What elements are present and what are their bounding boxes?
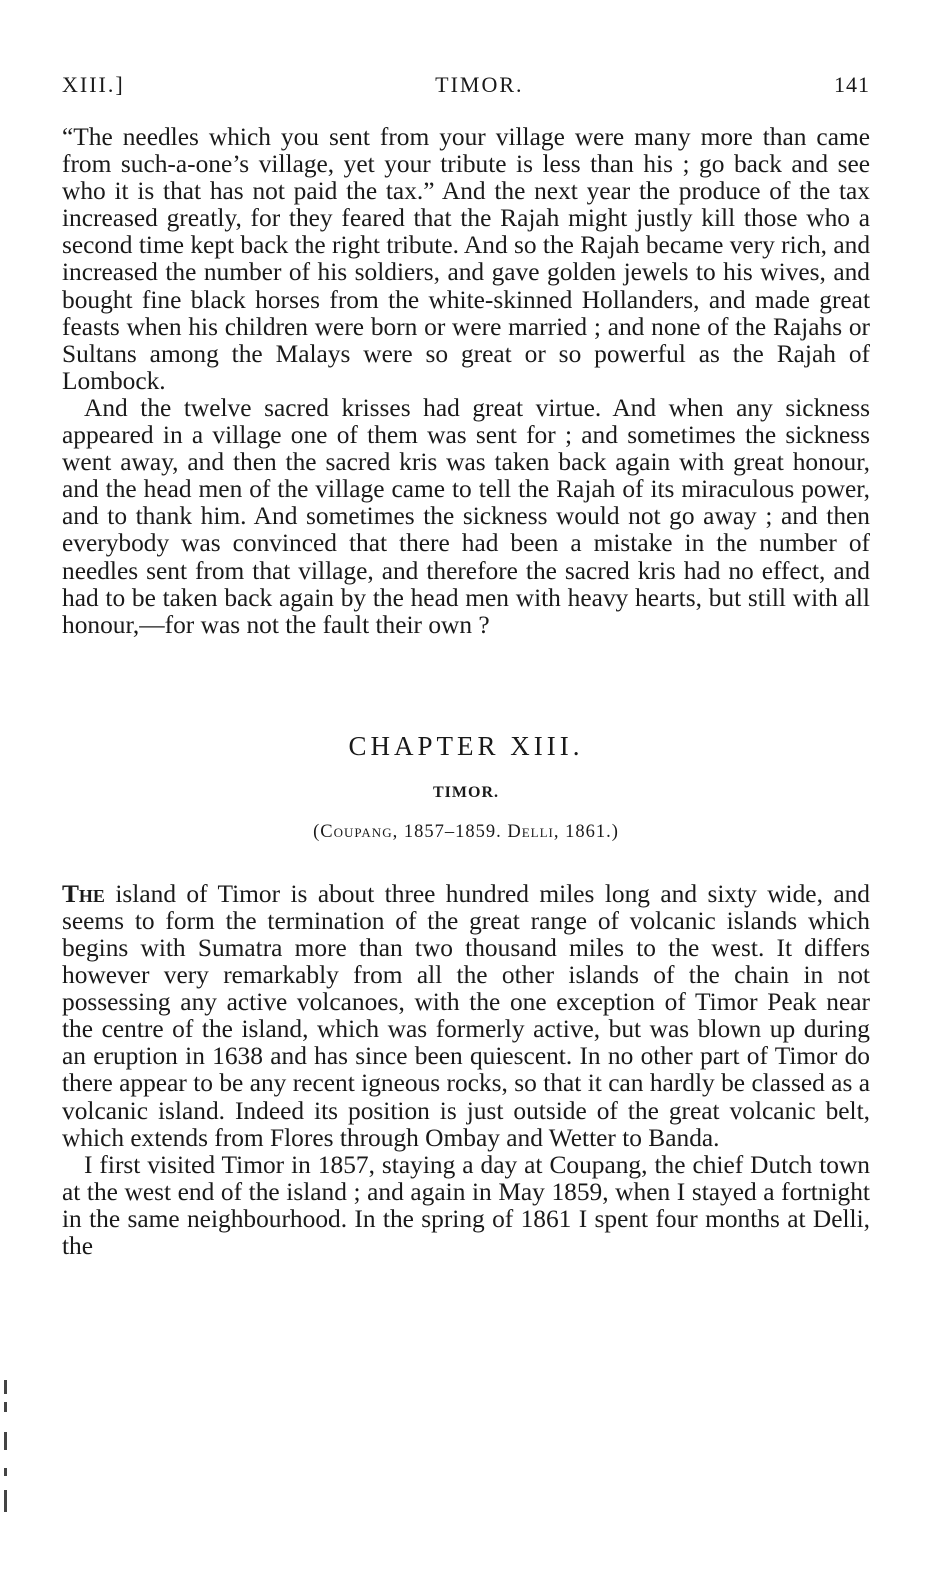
running-header <box>62 72 870 98</box>
continuation-paragraph-1: “The needles which you sent from your village were many more than came from such-a-one’s village, yet your tribute is less than his ; go back and see who it is that has not paid the tax.” And the next year the produce of the tax increased greatly, for they feared that the Rajah might justly kill those who a second time kept back the right tribute. And so the Rajah became very rich, and increased the number of his soldiers, and gave golden jewels to his wives, and bought fine black horses from the white-skinned Hollanders, and made great feasts when his children were born or were married ; and none of the Rajahs or Sultans among the Malays were so great or so powerful as the Rajah of Lombock. <box>62 123 871 395</box>
lead-word: The <box>62 879 105 908</box>
chapter-paragraph-1 <box>62 881 870 1152</box>
book-page <box>62 72 870 1260</box>
chapter-reference: XIII.] <box>62 72 125 97</box>
chapter-dates: (Coupang, 1857–1859. Delli, 1861.) <box>313 821 619 842</box>
chapter-paragraph-1-text: island of Timor is about three hundred miles long and sixty wide, and seems to form the termination of the great range of volcanic islands which begins with Sumatra more than two thousand miles to the west. It differs however very remarkably from all the other islands of the chain in not possessing any active volcanoes, with the one exception of Timor Peak near the centre of the island, which was formerly active, but was blown up during an eruption in 1638 and has since been quiescent. In no other part of Timor do there appear to be any recent igneous rocks, so that it can hardly be classed as a volcanic island. Indeed its position is just outside of the great volcanic belt, which extends from Flores through Ombay and Wetter to Banda. <box>62 879 870 1152</box>
chapter-subtitle: TIMOR. <box>433 783 499 801</box>
chapter-heading-block <box>62 731 870 843</box>
chapter-title: CHAPTER XIII. <box>348 730 584 761</box>
running-title: TIMOR. <box>435 72 524 97</box>
continuation-paragraph-2: And the twelve sacred krisses had great virtue. And when any sickness appeared in a village one of them was sent for ; and sometimes the sickness went away, and then the sacred kris was taken back again with great honour, and the head men of the village came to tell the Rajah of its miraculous power, and to thank him. And sometimes the sickness would not go away ; and then everybody was convinced that there had been a mistake in the number of needles sent from that village, and therefore the sacred kris had no effect, and had to be taken back again by the head men with heavy hearts, but still with all honour,—for was not the fault their own ? <box>62 393 870 639</box>
chapter-body <box>62 881 870 1260</box>
binding-edge-marks <box>4 1340 10 1540</box>
chapter-paragraph-2: I first visited Timor in 1857, staying a day at Coupang, the chief Dutch town at the west end of the island ; and again in May 1859, when I stayed a fortnight in the same neighbourhood. In the spring of 1861 I spent four months at Delli, the <box>62 1150 870 1260</box>
page-number: 141 <box>834 72 870 97</box>
